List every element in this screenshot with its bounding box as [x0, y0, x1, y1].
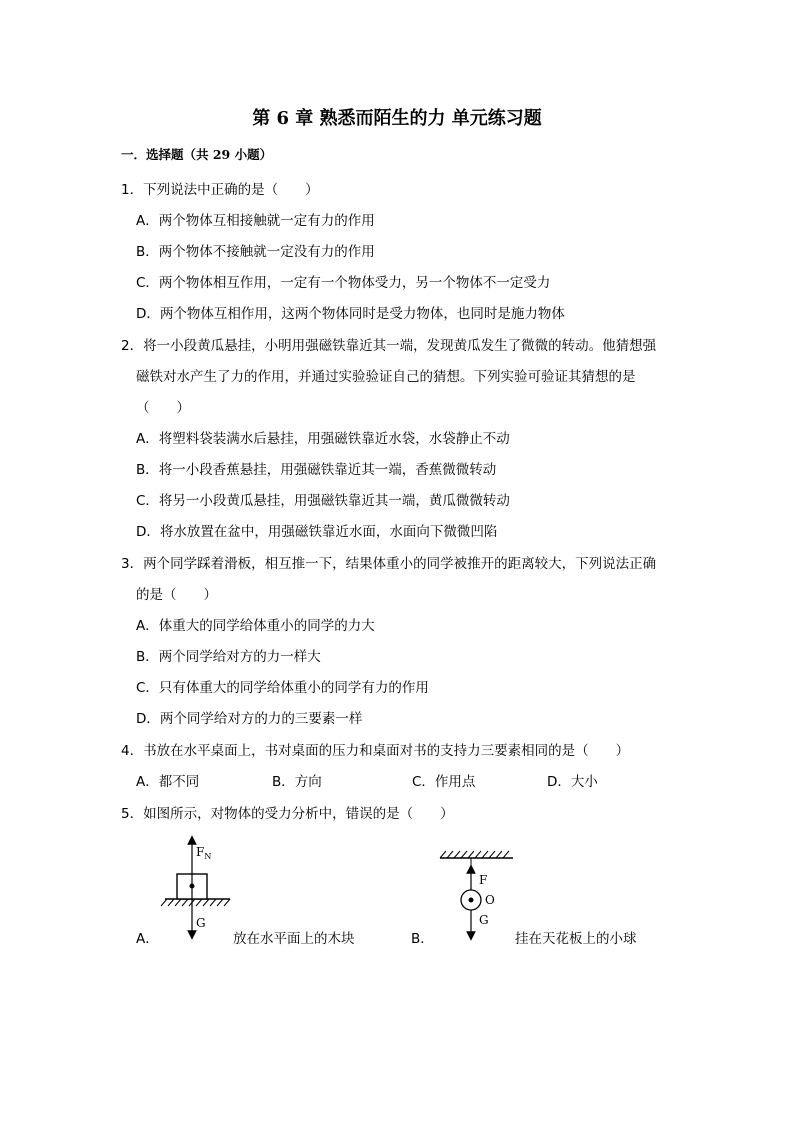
page-title: 第 6 章 熟悉而陌生的力 单元练习题	[252, 108, 542, 129]
ball-gravity-label: G	[479, 913, 489, 927]
center-label: O	[485, 893, 495, 907]
question-4-option-b: B．方向	[272, 774, 322, 790]
question-3-option-d: D．两个同学给对方的力的三要素一样	[136, 711, 363, 727]
question-1-option-d: D．两个物体互相作用，这两个物体同时是受力物体，也同时是施力物体	[136, 306, 565, 322]
question-2-option-c: C．将另一小段黄瓜悬挂，用强磁铁靠近其一端，黄瓜微微转动	[136, 493, 510, 509]
figure-b-ball-diagram	[430, 840, 525, 942]
question-3-option-c: C．只有体重大的同学给体重小的同学有力的作用	[136, 680, 429, 696]
figure-b-caption: 挂在天花板上的小球	[515, 931, 637, 947]
gravity-label: G	[196, 916, 206, 930]
question-2-option-b: B．将一小段香蕉悬挂，用强磁铁靠近其一端，香蕉微微转动	[136, 462, 497, 478]
question-3-option-b: B．两个同学给对方的力一样大	[136, 649, 321, 665]
question-3-stem-line-2: 的是（ ）	[136, 587, 217, 603]
question-2-option-a: A．将塑料袋装满水后悬挂，用强磁铁靠近水袋，水袋静止不动	[136, 431, 510, 447]
figure-a-caption: 放在水平面上的木块	[233, 931, 355, 947]
normal-force-label: $F_N$	[196, 845, 212, 861]
question-4-option-a: A．都不同	[136, 774, 200, 790]
question-3-option-a: A．体重大的同学给体重小的同学的力大	[136, 618, 375, 634]
ground-hatch	[161, 899, 230, 906]
question-2-stem-line-3: （ ）	[136, 400, 190, 416]
question-4-option-c: C．作用点	[412, 774, 476, 790]
question-2-option-d: D．将水放置在盆中，用强磁铁靠近水面，水面向下微微凹陷	[136, 524, 498, 540]
question-1-option-b: B．两个物体不接触就一定没有力的作用	[136, 244, 375, 260]
question-4-option-d: D．大小	[547, 774, 598, 790]
section-heading: 一．选择题（共 29 小题）	[121, 147, 273, 162]
ceiling-hatch	[440, 851, 513, 858]
question-1-stem: 1．下列说法中正确的是（ ）	[121, 182, 319, 198]
question-5-stem: 5．如图所示，对物体的受力分析中，错误的是（ ）	[121, 806, 454, 822]
tension-label: F	[479, 873, 488, 887]
question-2-stem-line-2: 磁铁对水产生了力的作用，并通过实验验证自己的猜想。下列实验可验证其猜想的是	[136, 369, 636, 385]
figure-b-letter: B．	[411, 931, 434, 947]
question-1-option-c: C．两个物体相互作用，一定有一个物体受力，另一个物体不一定受力	[136, 275, 551, 291]
question-4-stem: 4．书放在水平桌面上，书对桌面的压力和桌面对书的支持力三要素相同的是（ ）	[121, 743, 630, 759]
question-1-option-a: A．两个物体互相接触就一定有力的作用	[136, 213, 375, 229]
question-2-stem-line-1: 2．将一小段黄瓜悬挂，小明用强磁铁靠近其一端，发现黄瓜发生了微微的转动。他猜想强	[121, 338, 657, 354]
figure-a-block-diagram	[155, 832, 245, 942]
figure-a-letter: A．	[136, 931, 159, 947]
question-3-stem-line-1: 3．两个同学踩着滑板，相互推一下，结果体重小的同学被推开的距离较大，下列说法正确	[121, 556, 657, 572]
ball-center-dot	[469, 898, 474, 903]
